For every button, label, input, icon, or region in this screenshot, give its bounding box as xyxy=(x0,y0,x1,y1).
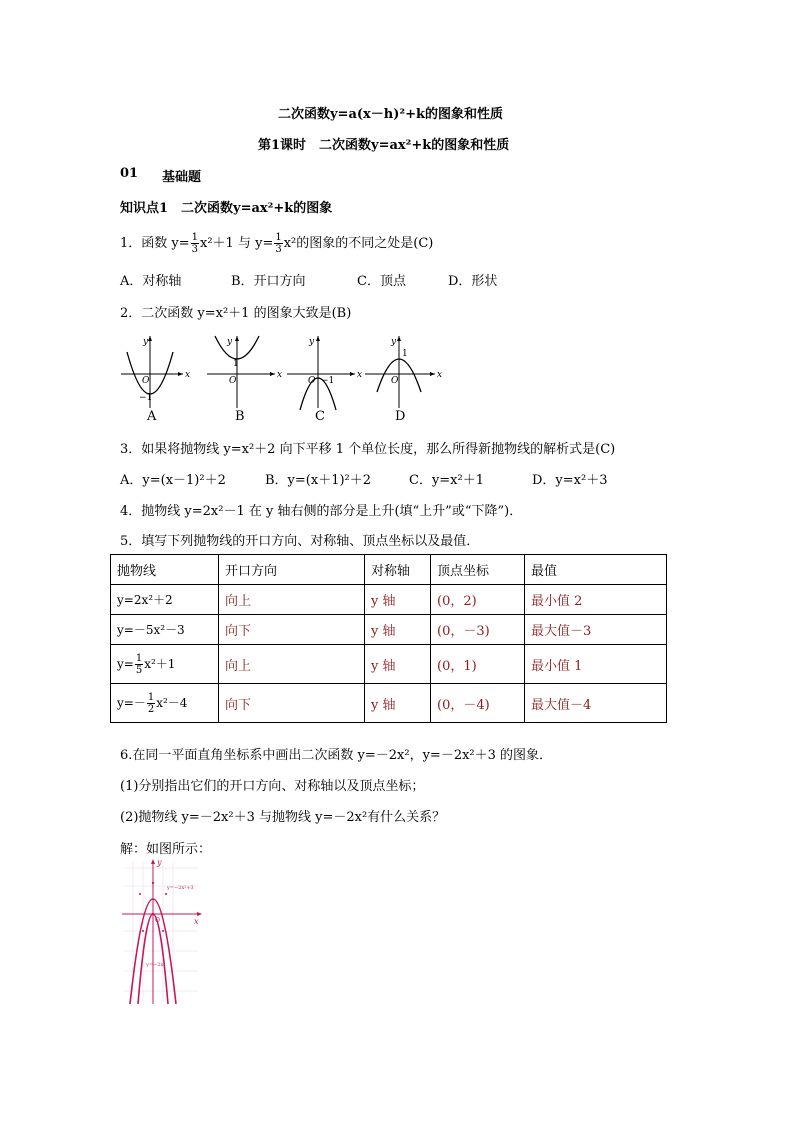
q1-frac-1: $\frac{1}{3}$ xyxy=(191,232,199,255)
header-cell: 抛物线 xyxy=(111,555,219,585)
q1-option-a: A．对称轴 xyxy=(120,274,182,289)
q6-part1: (1)分别指出它们的开口方向、对称轴以及顶点坐标； xyxy=(120,779,425,794)
q6-x-label: x xyxy=(194,917,199,926)
cell-axis: y 轴 xyxy=(365,645,431,684)
q1-option-b: B．开口方向 xyxy=(231,274,306,289)
graph-c-tick: −1 xyxy=(321,376,335,386)
graph-d-tick: 1 xyxy=(402,349,408,359)
graph-c xyxy=(287,336,362,410)
graph-c-y-label: y xyxy=(309,337,315,347)
doc-title: 二次函数y=a(x－h)²+k的图象和性质 xyxy=(278,107,503,122)
lesson-subtitle: 第1课时 二次函数y=ax²+k的图象和性质 xyxy=(258,138,510,153)
header-cell: 对称轴 xyxy=(365,555,431,585)
cell-direction: 向上 xyxy=(219,645,365,684)
q1-mid: x²＋1 与 y= xyxy=(200,236,274,251)
graph-b-origin: O xyxy=(229,376,237,386)
header-cell: 顶点坐标 xyxy=(431,555,525,585)
q3-stem: 3．如果将抛物线 y=x²＋2 向下平移 1 个单位长度，那么所得新抛物线的解析式是(C) xyxy=(120,442,616,457)
q4-stem: 4．抛物线 y=2x²－1 在 y 轴右侧的部分是上升(填“上升”或“下降”)． xyxy=(120,504,523,519)
graph-a-letter: A xyxy=(147,409,157,424)
graph-d-y-label: y xyxy=(391,337,397,347)
graph-d-x-label: x xyxy=(437,370,443,380)
q6-origin: O xyxy=(155,917,160,924)
section-label: 基础题 xyxy=(162,170,202,185)
graph-b-x-label: x xyxy=(277,370,283,380)
table-row xyxy=(111,645,667,684)
header-cell: 最值 xyxy=(525,555,667,585)
cell-direction: 向上 xyxy=(219,585,365,615)
graph-c-x-label: x xyxy=(357,370,363,380)
q5-table xyxy=(110,554,667,723)
cell-extremum: 最大值－3 xyxy=(525,615,667,645)
q3-option-b: B．y=(x＋1)²＋2 xyxy=(265,473,372,488)
graph-a xyxy=(121,336,190,408)
q3-option-d: D．y=x²＋3 xyxy=(532,473,608,488)
cell-vertex: (0，－3) xyxy=(431,615,525,645)
graph-a-y-label: y xyxy=(143,337,149,347)
q1-frac-2: $\frac{1}{3}$ xyxy=(275,232,282,255)
q2-graphs xyxy=(115,330,445,425)
graph-b xyxy=(207,336,282,408)
header-cell: 开口方向 xyxy=(219,555,365,585)
cell-axis: y 轴 xyxy=(365,684,431,723)
q6-stem: 6.在同一平面直角坐标系中画出二次函数 y=－2x²，y=－2x²＋3 的图象． xyxy=(120,748,553,763)
q6-label-shifted: y=−2x²+3 xyxy=(167,885,194,891)
q6-answer: 解：如图所示： xyxy=(120,842,212,857)
cell-extremum: 最小值 1 xyxy=(525,645,667,684)
cell-axis: y 轴 xyxy=(365,585,431,615)
cell-vertex: (0，2) xyxy=(431,585,525,615)
graph-a-origin: O xyxy=(142,376,150,386)
cell-direction: 向下 xyxy=(219,684,365,723)
table-header-row xyxy=(111,555,667,585)
cell-extremum: 最大值－4 xyxy=(525,684,667,723)
q3-option-c: C．y=x²＋1 xyxy=(409,473,484,488)
cell-expr: y=－ $\frac{1}{2}$ x²－4 xyxy=(111,684,219,723)
graph-b-letter: B xyxy=(235,409,245,424)
graph-d-letter: D xyxy=(395,409,406,424)
graph-c-origin: O xyxy=(308,376,316,386)
q1-stem xyxy=(120,232,433,255)
section-number: 01 xyxy=(120,166,139,181)
graph-d-origin: O xyxy=(391,376,399,386)
q6-y-label: y xyxy=(157,858,162,867)
cell-axis: y 轴 xyxy=(365,615,431,645)
q6-part2: (2)抛物线 y=－2x²＋3 与抛物线 y=－2x²有什么关系？ xyxy=(120,810,446,825)
table-row xyxy=(111,615,667,645)
graph-c-letter: C xyxy=(315,409,325,424)
q1-pre: 1．函数 y= xyxy=(120,236,190,251)
graph-a-x-label: x xyxy=(185,370,191,380)
cell-vertex: (0，－4) xyxy=(431,684,525,723)
graph-d xyxy=(365,336,442,408)
graph-b-tick: 1 xyxy=(233,359,239,369)
q2-stem: 2．二次函数 y=x²＋1 的图象大致是(B) xyxy=(120,306,352,321)
graph-a-tick: −1 xyxy=(139,393,153,403)
cell-expr: y=－5x²－3 xyxy=(111,615,219,645)
q6-graph xyxy=(118,856,208,1006)
cell-expr: y=2x²＋2 xyxy=(111,585,219,615)
graph-b-y-label: y xyxy=(227,337,233,347)
cell-extremum: 最小值 2 xyxy=(525,585,667,615)
q1-post: x²的图象的不同之处是(C) xyxy=(283,236,434,251)
q1-option-d: D．形状 xyxy=(448,274,498,289)
table-row xyxy=(111,585,667,615)
q3-option-a: A．y=(x－1)²＋2 xyxy=(120,473,226,488)
table-row xyxy=(111,684,667,723)
cell-expr: y= $\frac{1}{5}$ x²＋1 xyxy=(111,645,219,684)
q6-label-base: y=−2x² xyxy=(146,962,166,968)
cell-vertex: (0，1) xyxy=(431,645,525,684)
q1-option-c: C．顶点 xyxy=(357,274,406,289)
cell-direction: 向下 xyxy=(219,615,365,645)
knowledge-point: 知识点1 二次函数y=ax²+k的图象 xyxy=(120,201,333,216)
q5-stem: 5．填写下列抛物线的开口方向、对称轴、顶点坐标以及最值． xyxy=(120,534,480,549)
